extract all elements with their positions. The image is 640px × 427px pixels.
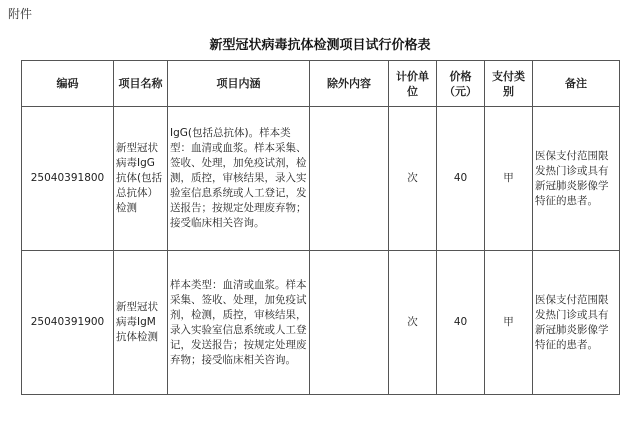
- header-content: 项目内涵: [168, 61, 310, 107]
- header-name: 项目名称: [114, 61, 168, 107]
- header-code: 编码: [22, 61, 114, 107]
- header-excluded: 除外内容: [310, 61, 389, 107]
- page-title: 新型冠状病毒抗体检测项目试行价格表: [209, 38, 431, 53]
- table-header-row: [22, 61, 620, 107]
- cell-content: 样本类型：血清或血浆。样本采集、签收、处理，加免疫试剂，检测，质控，审核结果，录入实验室信息系统或人工登记，发送报告；按规定处理废弃物；接受临床相关咨询。: [168, 251, 310, 395]
- cell-unit: 次: [389, 107, 437, 251]
- cell-remark: 医保支付范围限发热门诊或具有新冠肺炎影像学特征的患者。: [533, 251, 620, 395]
- cell-price: 40: [437, 251, 485, 395]
- header-remark: 备注: [533, 61, 620, 107]
- cell-name: 新型冠状病毒IgG抗体(包括总抗体）检测: [114, 107, 168, 251]
- cell-code: 25040391800: [22, 107, 114, 251]
- cell-name: 新型冠状病毒IgM抗体检测: [114, 251, 168, 395]
- table-row: [22, 107, 620, 251]
- cell-excluded: [310, 107, 389, 251]
- table-row: [22, 251, 620, 395]
- cell-excluded: [310, 251, 389, 395]
- cell-payment: 甲: [485, 107, 533, 251]
- cell-price: 40: [437, 107, 485, 251]
- cell-unit: 次: [389, 251, 437, 395]
- cell-payment: 甲: [485, 251, 533, 395]
- attachment-label: 附件: [8, 7, 33, 21]
- cell-remark: 医保支付范围限发热门诊或具有新冠肺炎影像学特征的患者。: [533, 107, 620, 251]
- header-price: 价格（元）: [437, 61, 485, 107]
- cell-content: IgG(包括总抗体)。样本类型：血清或血浆。样本采集、签收、处理，加免疫试剂，检测，质控，审核结果，录入实验室信息系统或人工登记，发送报告；按规定处理废弃物；接受临床相关咨询。: [168, 107, 310, 251]
- header-payment: 支付类别: [485, 61, 533, 107]
- cell-code: 25040391900: [22, 251, 114, 395]
- price-table: [21, 60, 620, 395]
- header-unit: 计价单位: [389, 61, 437, 107]
